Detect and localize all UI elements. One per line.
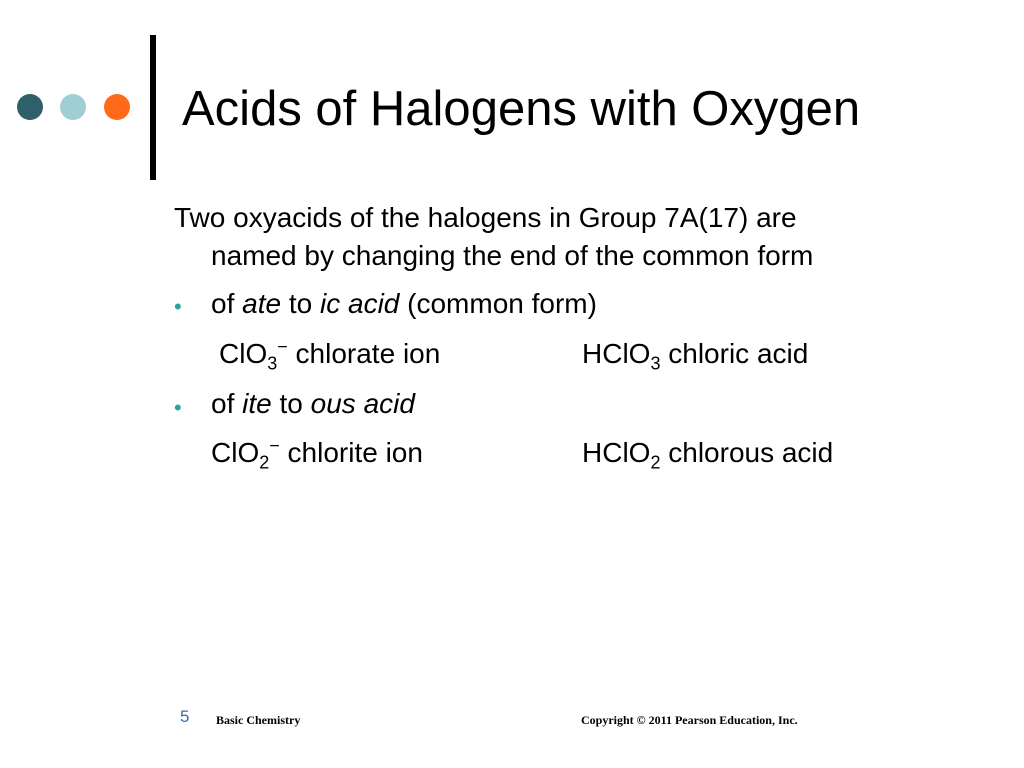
footer-copyright: Copyright © 2011 Pearson Education, Inc.: [581, 713, 798, 727]
decorative-dot-light-teal: [60, 94, 86, 120]
chlorous-acid-name: chlorous acid: [660, 437, 834, 468]
intro-line-1: Two oxyacids of the halogens in Group 7A(17) are: [174, 202, 797, 233]
chloric-acid-formula-subscript: 3: [650, 353, 661, 374]
chlorous-acid-formula-base: HClO: [582, 437, 651, 468]
bullet2-ending-ous-acid: ous acid: [310, 388, 415, 419]
title-divider-rule: [150, 35, 156, 180]
slide-title: Acids of Halogens with Oxygen: [182, 82, 861, 136]
decorative-dot-orange: [104, 94, 130, 120]
bullet-marker-2: •: [174, 395, 182, 420]
chlorite-formula-charge: −: [269, 435, 280, 456]
chlorate-ion-entry: [219, 335, 440, 373]
chloric-acid-formula-base: HClO: [582, 338, 651, 369]
chlorate-formula-base: ClO: [219, 338, 268, 369]
chlorite-formula-base: ClO: [211, 437, 260, 468]
chloric-acid-entry: [582, 335, 808, 373]
intro-line-2: named by changing the end of the common form: [211, 240, 814, 271]
chlorate-formula-subscript: 3: [267, 353, 278, 374]
bullet2-middle: to: [271, 388, 311, 419]
chlorous-acid-entry: [582, 434, 833, 472]
chlorate-ion-name: chlorate ion: [287, 338, 441, 369]
footer-course-name: Basic Chemistry: [216, 713, 301, 727]
bullet-ite-to-ous: [211, 385, 415, 423]
chlorate-formula-charge: −: [277, 336, 288, 357]
decorative-dot-dark-teal: [17, 94, 43, 120]
chlorite-ion-name: chlorite ion: [279, 437, 423, 468]
bullet-ate-to-ic: [211, 285, 597, 323]
bullet1-ending-ate: ate: [242, 288, 282, 319]
bullet-marker-1: •: [174, 294, 182, 319]
bullet1-ending-ic-acid: ic acid: [320, 288, 400, 319]
bullet1-middle: to: [281, 288, 320, 319]
slide-page-number: 5: [180, 707, 190, 726]
bullet1-prefix: of: [211, 288, 243, 319]
chlorite-ion-entry: [211, 434, 423, 472]
chloric-acid-name: chloric acid: [660, 338, 809, 369]
chlorous-acid-formula-subscript: 2: [650, 452, 661, 473]
chlorite-formula-subscript: 2: [259, 452, 270, 473]
bullet2-prefix: of: [211, 388, 243, 419]
bullet1-suffix: (common form): [399, 288, 597, 319]
bullet2-ending-ite: ite: [242, 388, 272, 419]
